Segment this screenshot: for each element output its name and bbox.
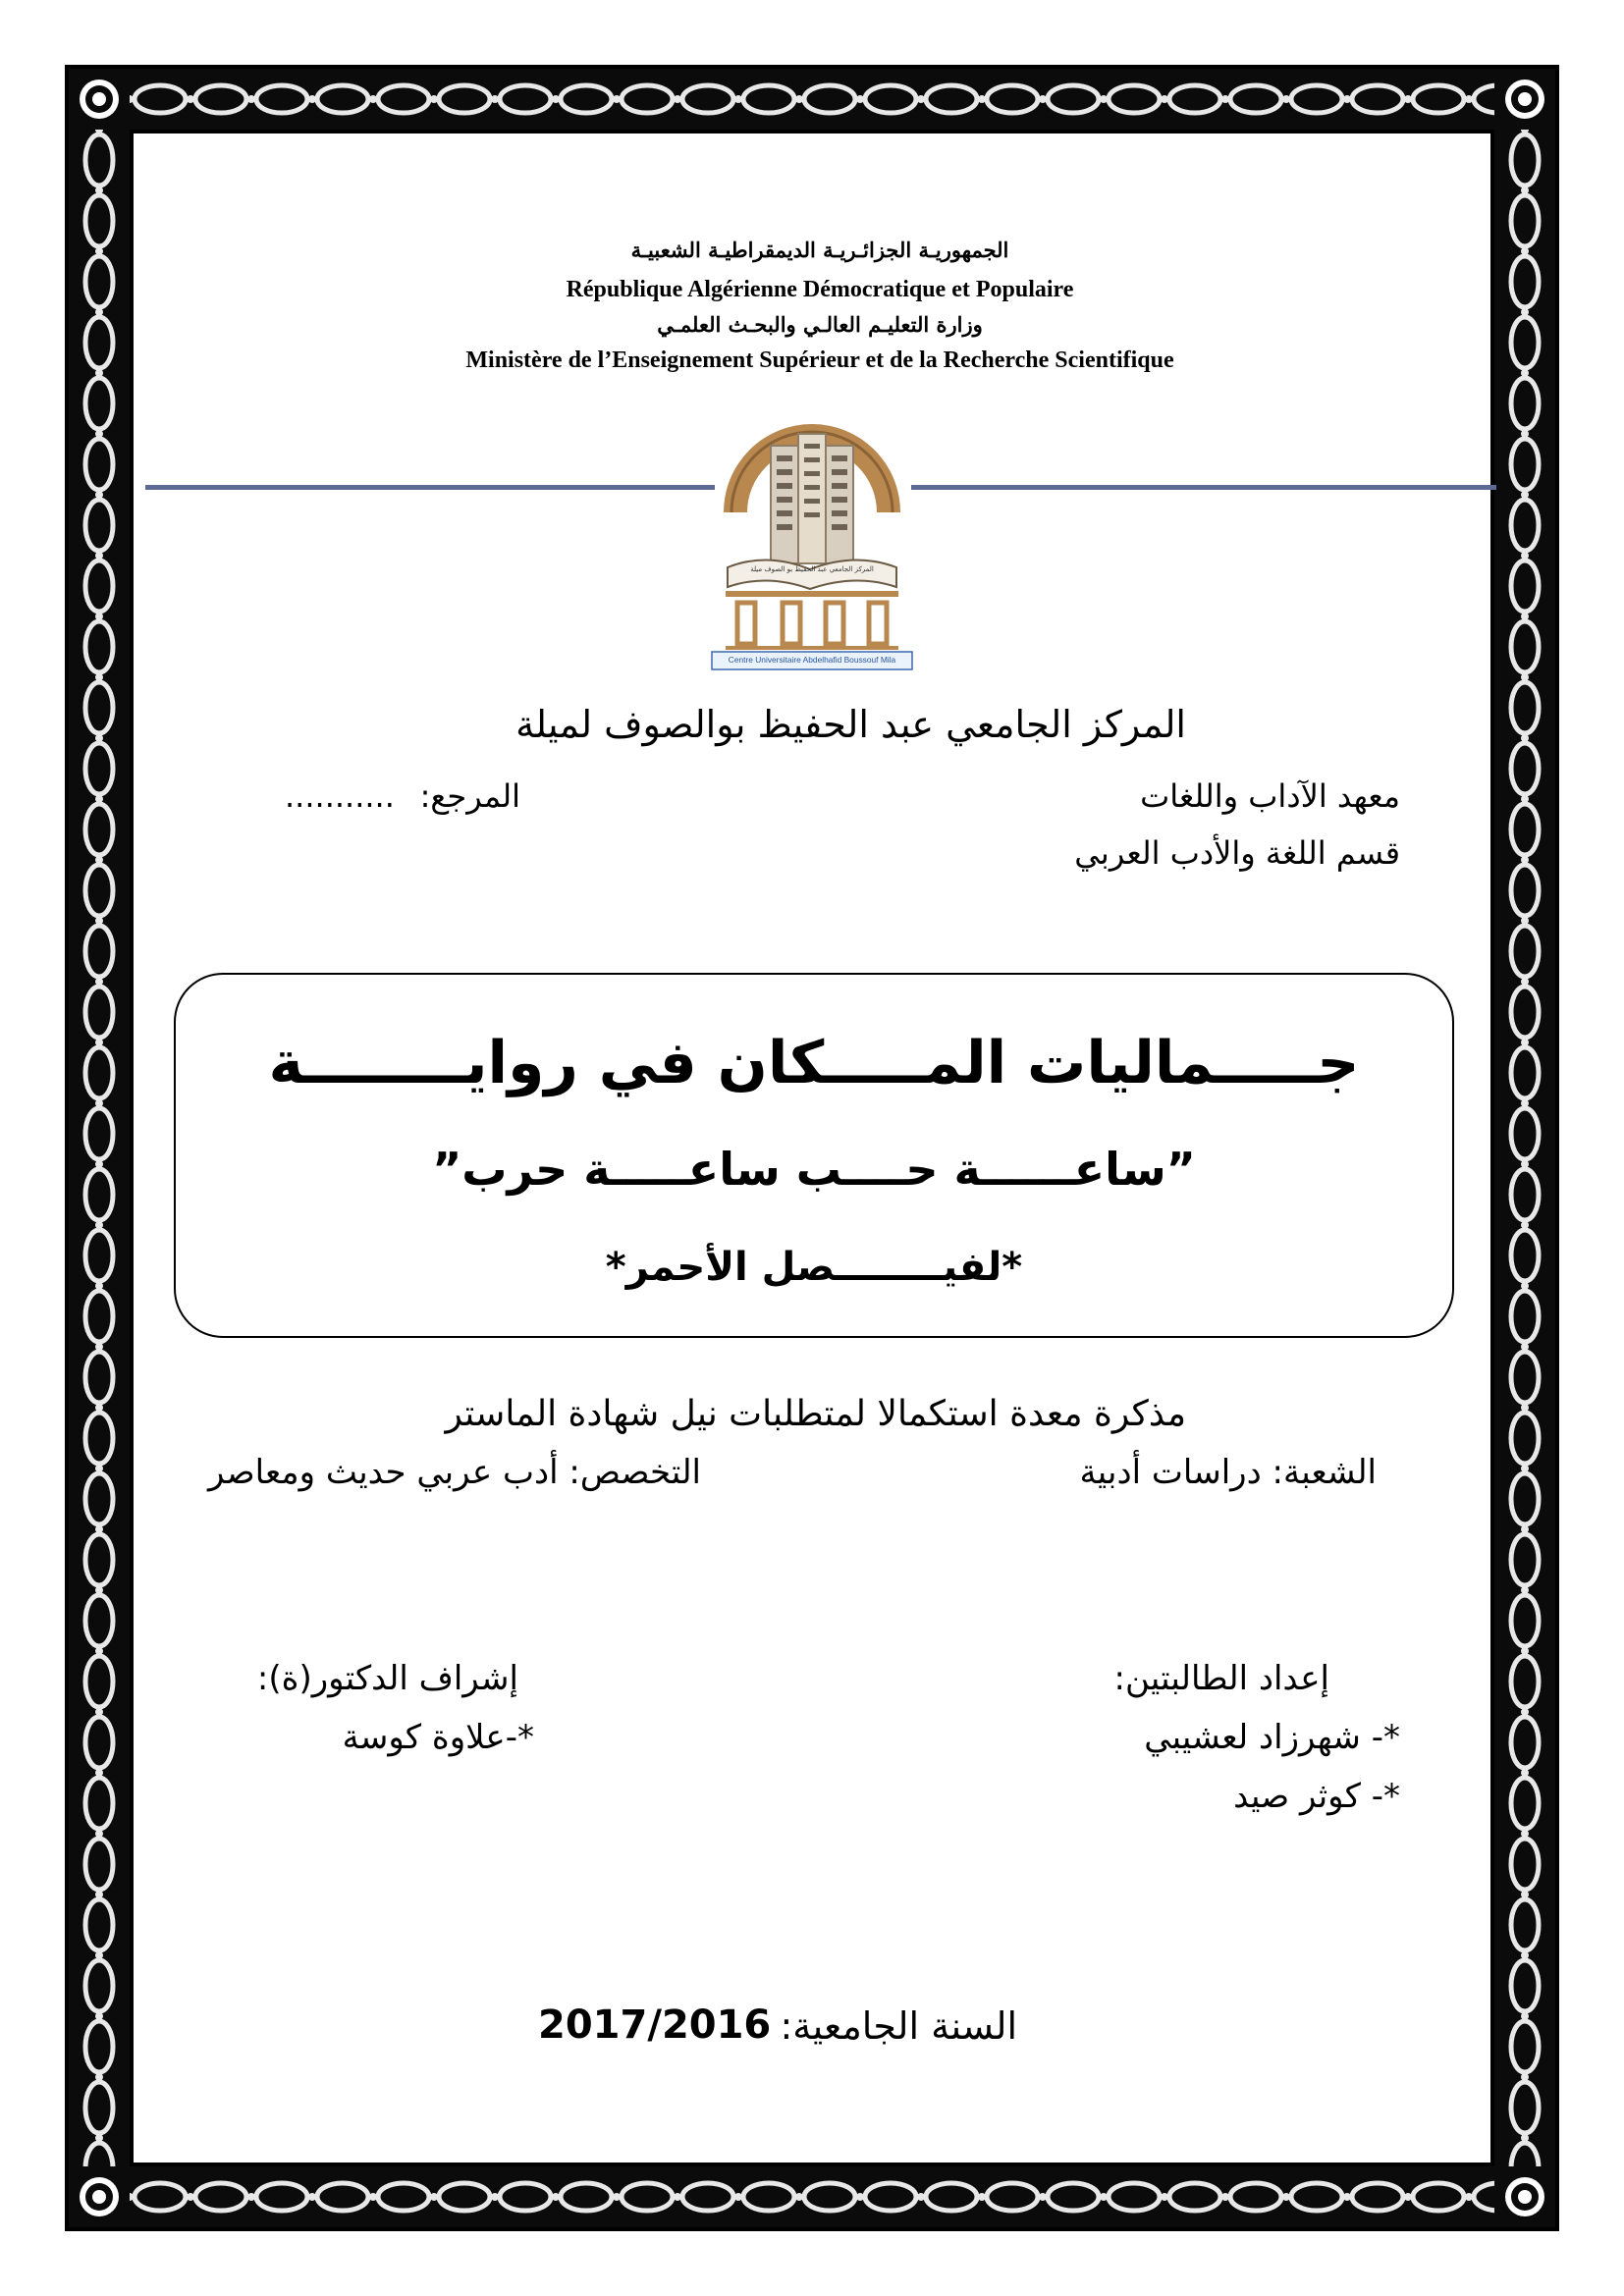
republic-name-arabic: الجمهوريـة الجزائـريـة الديمقراطيـة الشعبيـة — [630, 238, 1009, 262]
logo-banner-text: المركز الجامعي عبد الحفيظ بو الصوف ميلة — [750, 565, 874, 573]
institute-name: معهد الآداب واللغات — [1140, 777, 1400, 815]
academic-year-label: السنة الجامعية: — [780, 2004, 1017, 2048]
specialty-field: التخصص: أدب عربي حديث ومعاصر — [207, 1453, 701, 1492]
ministry-name-arabic: وزارة التعليـم العالـي والبحـث العلمـي — [657, 312, 983, 337]
ornament-band-left — [69, 69, 130, 2227]
academic-year-value: 2017/2016 — [538, 2002, 772, 2048]
logo-caption: Centre Universitaire Abdelhafid Boussouf Mila — [728, 655, 896, 665]
thesis-title: جـــــماليات المـــــكان في روايــــــــة — [268, 1029, 1360, 1097]
header-divider-right — [911, 485, 1496, 490]
student-name-2: *- كوثر صيد — [1233, 1777, 1400, 1816]
university-center-name: المركز الجامعي عبد الحفيظ بوالصوف لميلة — [515, 703, 1186, 746]
novel-title: ”ساعــــــة حــــب ساعـــــة حرب” — [432, 1143, 1196, 1196]
ornament-band-top — [69, 69, 1555, 130]
novel-author: *لفيــــــــصل الأحمر* — [605, 1245, 1023, 1290]
student-name-1: *- شهرزاد لعشيبي — [1144, 1718, 1400, 1757]
branch-field: الشعبة: دراسات أدبية — [1079, 1453, 1377, 1492]
supervisor-label: إشراف الدكتور(ة): — [256, 1659, 518, 1698]
corner-ornament-bottom-right — [1494, 2166, 1555, 2227]
students-label: إعداد الطالبتين: — [1113, 1659, 1329, 1698]
corner-ornament-top-right — [1494, 69, 1555, 130]
header-divider-left — [145, 485, 715, 490]
department-name: قسم اللغة والأدب العربي — [1074, 834, 1400, 872]
supervisor-name: *-علاوة كوسة — [342, 1718, 534, 1757]
university-logo — [708, 395, 916, 671]
ornament-band-bottom — [69, 2166, 1555, 2227]
reference-value: ........... — [285, 777, 395, 815]
corner-ornament-bottom-left — [69, 2166, 130, 2227]
corner-ornament-top-left — [69, 69, 130, 130]
thesis-purpose: مذكرة معدة استكمالا لمتطلبات نيل شهادة الماستر — [445, 1394, 1186, 1434]
reference-label: المرجع: — [419, 777, 520, 815]
republic-name-french: République Algérienne Démocratique et Populaire — [566, 277, 1074, 302]
ornament-band-right — [1494, 69, 1555, 2227]
ministry-name-french: Ministère de l’Enseignement Supérieur et de la Recherche Scientifique — [465, 347, 1174, 373]
